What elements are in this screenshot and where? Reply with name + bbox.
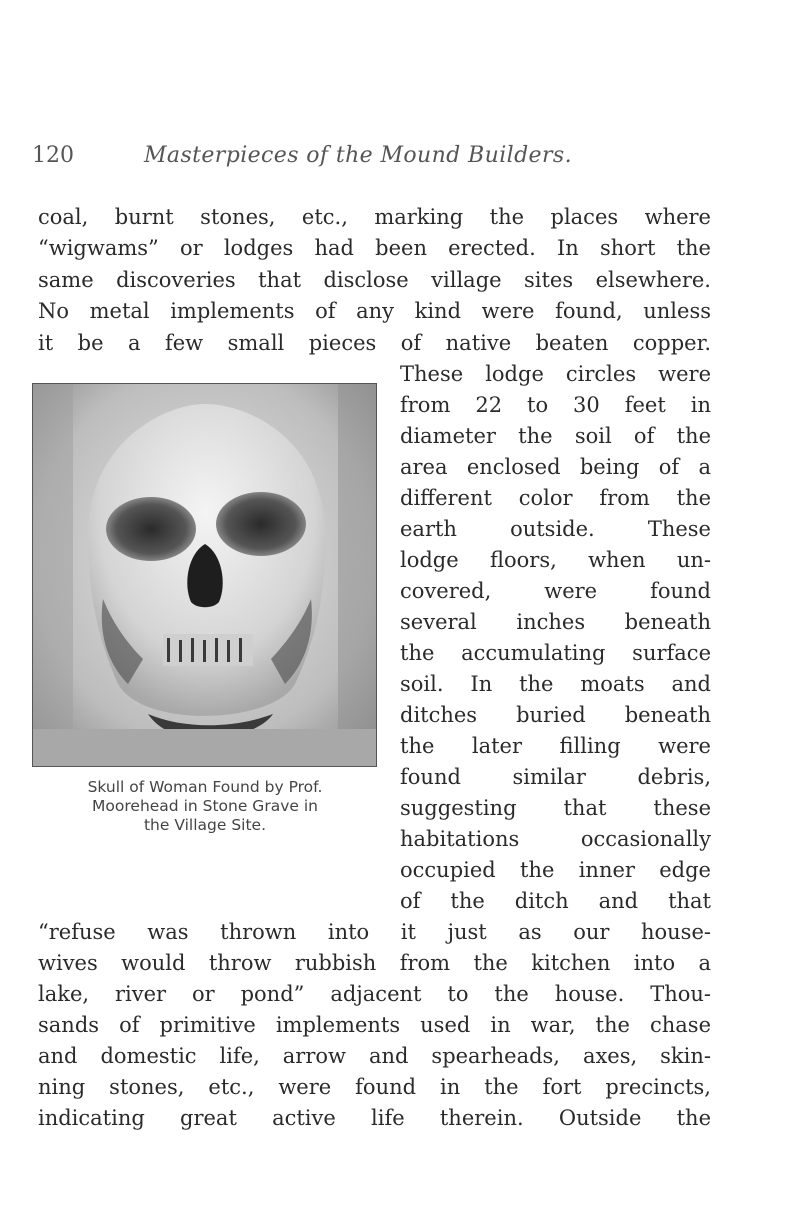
running-head: Masterpieces of the Mound Builders. [144, 143, 572, 168]
text-line: ditches buried beneath [400, 703, 711, 727]
text-line: sands of primitive implements used in war, the chase [38, 1013, 711, 1037]
caption-line: Moorehead in Stone Grave in [92, 797, 318, 815]
text-line: it be a few small pieces of native beaten copper. [38, 331, 711, 355]
text-line: coal, burnt stones, etc., marking the places where [38, 205, 711, 229]
text-line: No metal implements of any kind were found, unless [38, 299, 711, 323]
text-line: from 22 to 30 feet in [400, 393, 711, 417]
caption-line: the Village Site. [143, 816, 267, 834]
caption-line: Skull of Woman Found by Prof. [87, 778, 323, 796]
text-line: diameter the soil of the [400, 424, 711, 448]
text-line: “refuse was thrown into it just as our house- [38, 920, 711, 944]
text-line: the accumulating surface [400, 641, 711, 665]
text-line: earth outside. These [400, 517, 711, 541]
text-line: occupied the inner edge [400, 858, 711, 882]
text-line: “wigwams” or lodges had been erected. In short the [38, 236, 711, 260]
text-line: ning stones, etc., were found in the fort precincts, [38, 1075, 711, 1099]
text-line: found similar debris, [400, 765, 711, 789]
text-line: lodge floors, when un- [400, 548, 711, 572]
skull-image [33, 384, 376, 766]
figure-caption [30, 778, 380, 835]
text-line: These lodge circles were [400, 362, 711, 386]
text-line: of the ditch and that [400, 889, 711, 913]
text-line: and domestic life, arrow and spearheads, axes, skin- [38, 1044, 711, 1068]
text-line: different color from the [400, 486, 711, 510]
text-line: habitations occasionally [400, 827, 711, 851]
text-line: lake, river or pond” adjacent to the house. Thou- [38, 982, 711, 1006]
text-line: same discoveries that disclose village sites elsewhere. [38, 268, 711, 292]
text-line: indicating great active life therein. Outside the [38, 1106, 711, 1130]
text-line: wives would throw rubbish from the kitchen into a [38, 951, 711, 975]
text-line: covered, were found [400, 579, 711, 603]
text-line: area enclosed being of a [400, 455, 711, 479]
text-line: the later filling were [400, 734, 711, 758]
text-line: soil. In the moats and [400, 672, 711, 696]
skull-photograph [32, 383, 377, 767]
page-number: 120 [32, 143, 74, 168]
text-line: several inches beneath [400, 610, 711, 634]
text-line: suggesting that these [400, 796, 711, 820]
